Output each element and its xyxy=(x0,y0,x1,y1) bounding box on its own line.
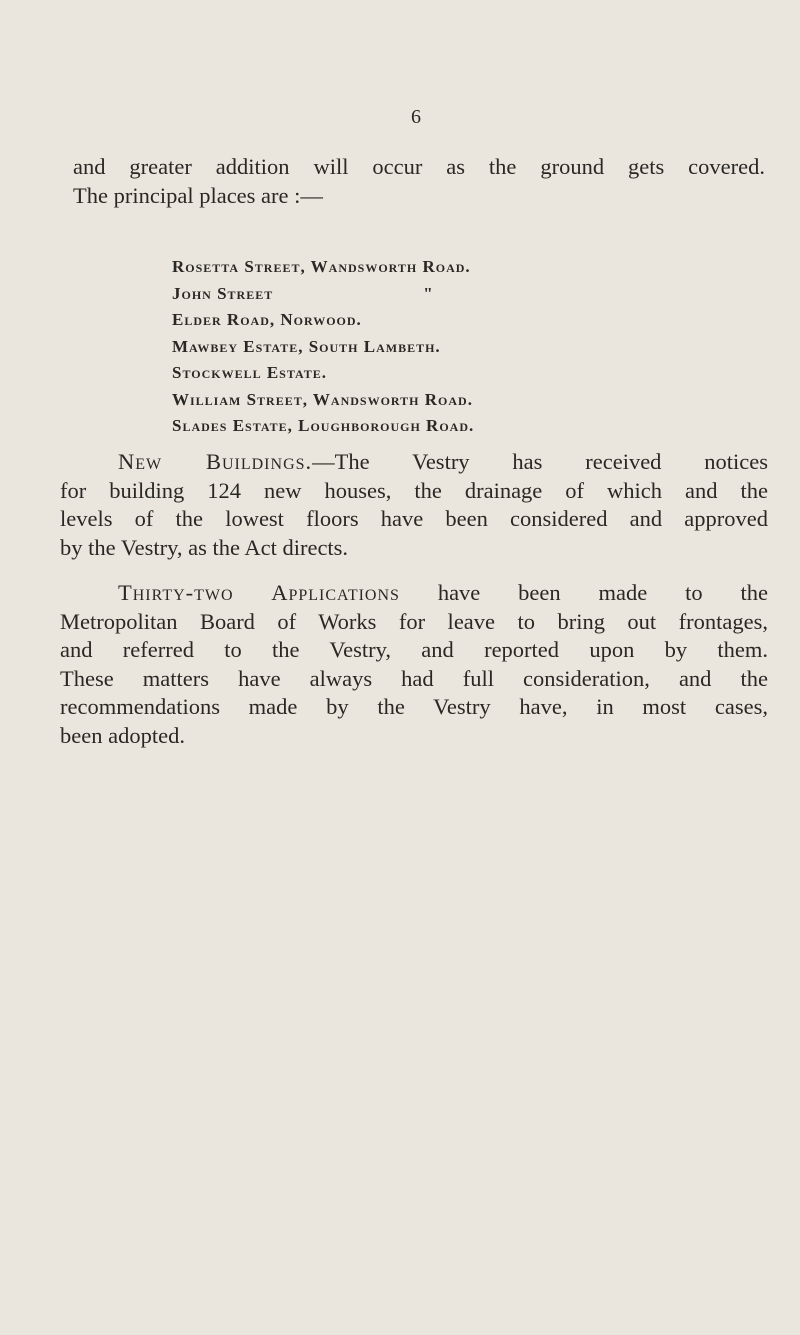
new-buildings-heading: New Buildings. xyxy=(118,449,313,474)
intro-paragraph xyxy=(73,152,765,210)
paragraph-line-text: have been made to the xyxy=(399,580,768,605)
paragraph-line: been adopted. xyxy=(60,722,185,748)
intro-line-2: The principal places are :— xyxy=(73,183,323,208)
paragraph-line: levels of the lowest floors have been considered and approved xyxy=(60,506,768,531)
paragraph-line: for building 124 new houses, the drainage of which and the xyxy=(60,477,768,503)
new-buildings-paragraph xyxy=(60,448,768,562)
place-item: Rosetta Street, Wandsworth Road. xyxy=(172,257,471,276)
paragraph-line xyxy=(60,448,768,477)
place-item xyxy=(172,281,474,308)
applications-heading: Thirty-two Applications xyxy=(118,580,400,605)
place-item: Stockwell Estate. xyxy=(172,363,327,382)
place-item: Elder Road, Norwood. xyxy=(172,310,362,329)
principal-places-list xyxy=(172,254,474,440)
place-item: Slades Estate, Loughborough Road. xyxy=(172,416,475,435)
paragraph-line-text: —The Vestry has received notices xyxy=(312,449,768,474)
page-number: 6 xyxy=(411,106,421,128)
place-item: William Street, Wandsworth Road. xyxy=(172,389,473,409)
paragraph-line: and referred to the Vestry, and reported upon by them. xyxy=(60,637,768,662)
ditto-mark: " xyxy=(423,283,434,303)
place-item: Mawbey Estate, South Lambeth. xyxy=(172,336,441,356)
paragraph-line xyxy=(60,579,768,608)
paragraph-line: These matters have always had full consideration, and the xyxy=(60,665,768,691)
place-item-label: John Street xyxy=(172,283,274,303)
paragraph-line: by the Vestry, as the Act directs. xyxy=(60,534,349,560)
paragraph-line: recommendations made by the Vestry have, in most cases, xyxy=(60,694,768,719)
applications-paragraph xyxy=(60,579,768,750)
paragraph-line: Metropolitan Board of Works for leave to bring out frontages, xyxy=(60,608,768,634)
intro-line-1: and greater addition will occur as the ground gets covered. xyxy=(73,154,765,179)
